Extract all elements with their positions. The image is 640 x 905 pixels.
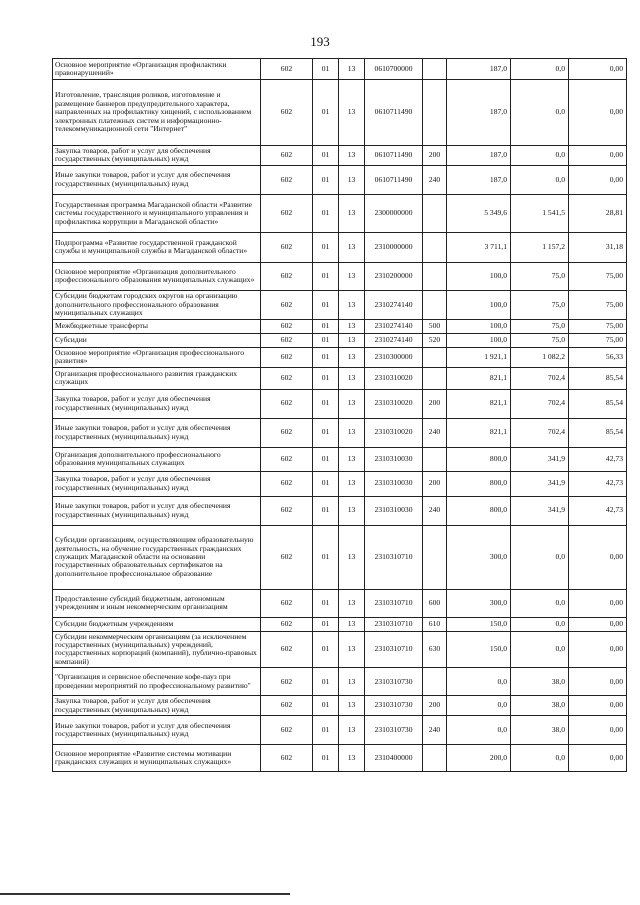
cell-fact: 702,4 bbox=[511, 418, 569, 447]
cell-expense-type bbox=[423, 347, 447, 367]
cell-percent: 42,73 bbox=[569, 471, 627, 496]
cell-plan: 800,0 bbox=[447, 496, 511, 525]
cell-target: 2310274140 bbox=[365, 290, 423, 319]
cell-plan: 150,0 bbox=[447, 617, 511, 631]
cell-percent: 0,00 bbox=[569, 165, 627, 194]
cell-subsection: 13 bbox=[339, 447, 365, 471]
cell-fact: 75,0 bbox=[511, 290, 569, 319]
cell-admin: 602 bbox=[261, 59, 313, 80]
cell-name: Государственная программа Магаданской области «Развитие системы государственного и муниципального управления и профилактика коррупции в Магаданской области» bbox=[53, 194, 261, 232]
cell-plan: 800,0 bbox=[447, 471, 511, 496]
cell-admin: 602 bbox=[261, 447, 313, 471]
cell-fact: 38,0 bbox=[511, 716, 569, 745]
cell-percent: 0,00 bbox=[569, 146, 627, 166]
cell-percent: 0,00 bbox=[569, 80, 627, 146]
cell-fact: 0,0 bbox=[511, 745, 569, 772]
cell-subsection: 13 bbox=[339, 471, 365, 496]
cell-section: 01 bbox=[313, 165, 339, 194]
cell-target: 0610711490 bbox=[365, 165, 423, 194]
cell-admin: 602 bbox=[261, 617, 313, 631]
cell-percent: 42,73 bbox=[569, 447, 627, 471]
cell-expense-type bbox=[423, 525, 447, 589]
table-row bbox=[53, 668, 627, 696]
cell-target: 2310310710 bbox=[365, 631, 423, 668]
cell-subsection: 13 bbox=[339, 668, 365, 696]
bottom-rule bbox=[0, 893, 290, 895]
cell-fact: 702,4 bbox=[511, 367, 569, 389]
cell-plan: 100,0 bbox=[447, 319, 511, 333]
table-row bbox=[53, 367, 627, 389]
cell-expense-type bbox=[423, 367, 447, 389]
table-row bbox=[53, 59, 627, 80]
cell-target: 2310300000 bbox=[365, 347, 423, 367]
cell-target: 2310310030 bbox=[365, 447, 423, 471]
cell-fact: 1 082,2 bbox=[511, 347, 569, 367]
cell-target: 2310310020 bbox=[365, 389, 423, 418]
cell-section: 01 bbox=[313, 447, 339, 471]
cell-expense-type bbox=[423, 59, 447, 80]
cell-section: 01 bbox=[313, 389, 339, 418]
cell-name: Субсидии некоммерческим организациям (за исключением государственных (муниципальных) учреждений, государственных корпораций (компаний), публично-правовых компаний) bbox=[53, 631, 261, 668]
cell-admin: 602 bbox=[261, 389, 313, 418]
cell-expense-type bbox=[423, 80, 447, 146]
cell-subsection: 13 bbox=[339, 232, 365, 262]
cell-fact: 0,0 bbox=[511, 525, 569, 589]
cell-name: Основное мероприятие «Развитие системы мотивации гражданских служащих и муниципальных служащих» bbox=[53, 745, 261, 772]
table-row bbox=[53, 319, 627, 333]
cell-admin: 602 bbox=[261, 745, 313, 772]
table-row bbox=[53, 525, 627, 589]
cell-subsection: 13 bbox=[339, 696, 365, 716]
cell-name: Основное мероприятие «Организация профессионального развития» bbox=[53, 347, 261, 367]
cell-target: 2310310730 bbox=[365, 696, 423, 716]
cell-section: 01 bbox=[313, 696, 339, 716]
cell-target: 0610700000 bbox=[365, 59, 423, 80]
cell-percent: 85,54 bbox=[569, 389, 627, 418]
table-row bbox=[53, 589, 627, 617]
cell-target: 2300000000 bbox=[365, 194, 423, 232]
cell-percent: 75,00 bbox=[569, 290, 627, 319]
cell-section: 01 bbox=[313, 496, 339, 525]
table-row bbox=[53, 418, 627, 447]
cell-expense-type bbox=[423, 290, 447, 319]
cell-target: 2310310020 bbox=[365, 418, 423, 447]
cell-target: 0610711490 bbox=[365, 80, 423, 146]
cell-section: 01 bbox=[313, 716, 339, 745]
cell-subsection: 13 bbox=[339, 194, 365, 232]
table-row bbox=[53, 165, 627, 194]
cell-percent: 0,00 bbox=[569, 716, 627, 745]
cell-expense-type: 240 bbox=[423, 165, 447, 194]
table-row bbox=[53, 333, 627, 347]
cell-fact: 341,9 bbox=[511, 471, 569, 496]
cell-name: Основное мероприятие «Организация профилактики правонарушений» bbox=[53, 59, 261, 80]
cell-percent: 0,00 bbox=[569, 631, 627, 668]
cell-expense-type: 610 bbox=[423, 617, 447, 631]
cell-expense-type: 630 bbox=[423, 631, 447, 668]
cell-name: Субсидии бюджетам городских округов на организацию дополнительного профессионального образования муниципальных служащих bbox=[53, 290, 261, 319]
cell-expense-type bbox=[423, 447, 447, 471]
cell-fact: 0,0 bbox=[511, 617, 569, 631]
cell-admin: 602 bbox=[261, 80, 313, 146]
cell-fact: 0,0 bbox=[511, 59, 569, 80]
cell-section: 01 bbox=[313, 631, 339, 668]
cell-expense-type: 240 bbox=[423, 716, 447, 745]
cell-plan: 300,0 bbox=[447, 589, 511, 617]
table-row bbox=[53, 447, 627, 471]
cell-section: 01 bbox=[313, 333, 339, 347]
cell-plan: 1 921,1 bbox=[447, 347, 511, 367]
cell-fact: 38,0 bbox=[511, 696, 569, 716]
cell-plan: 187,0 bbox=[447, 146, 511, 166]
cell-admin: 602 bbox=[261, 496, 313, 525]
cell-percent: 75,00 bbox=[569, 333, 627, 347]
cell-admin: 602 bbox=[261, 333, 313, 347]
cell-percent: 0,00 bbox=[569, 745, 627, 772]
cell-plan: 187,0 bbox=[447, 165, 511, 194]
cell-percent: 0,00 bbox=[569, 668, 627, 696]
cell-subsection: 13 bbox=[339, 262, 365, 290]
cell-name: Иные закупки товаров, работ и услуг для обеспечения государственных (муниципальных) нужд bbox=[53, 496, 261, 525]
cell-section: 01 bbox=[313, 668, 339, 696]
cell-section: 01 bbox=[313, 59, 339, 80]
cell-name: "Организация и сервисное обеспечение кофе-пауз при проведении мероприятий по профессиональному развитию" bbox=[53, 668, 261, 696]
cell-subsection: 13 bbox=[339, 59, 365, 80]
cell-fact: 0,0 bbox=[511, 589, 569, 617]
cell-plan: 0,0 bbox=[447, 716, 511, 745]
cell-admin: 602 bbox=[261, 232, 313, 262]
cell-subsection: 13 bbox=[339, 333, 365, 347]
cell-percent: 75,00 bbox=[569, 262, 627, 290]
cell-name: Межбюджетные трансферты bbox=[53, 319, 261, 333]
cell-name: Подпрограмма «Развитие государственной гражданской службы и муниципальной службы в Магаданской области» bbox=[53, 232, 261, 262]
cell-section: 01 bbox=[313, 367, 339, 389]
cell-fact: 1 157,2 bbox=[511, 232, 569, 262]
cell-name: Основное мероприятие «Организация дополнительного профессионального образования муниципальных служащих» bbox=[53, 262, 261, 290]
cell-target: 2310310710 bbox=[365, 589, 423, 617]
cell-fact: 0,0 bbox=[511, 80, 569, 146]
cell-section: 01 bbox=[313, 146, 339, 166]
table-body bbox=[53, 59, 627, 772]
cell-expense-type bbox=[423, 262, 447, 290]
cell-subsection: 13 bbox=[339, 80, 365, 146]
cell-admin: 602 bbox=[261, 347, 313, 367]
cell-admin: 602 bbox=[261, 696, 313, 716]
cell-expense-type bbox=[423, 745, 447, 772]
cell-name: Иные закупки товаров, работ и услуг для обеспечения государственных (муниципальных) нужд bbox=[53, 165, 261, 194]
cell-name: Закупка товаров, работ и услуг для обеспечения государственных (муниципальных) нужд bbox=[53, 146, 261, 166]
cell-section: 01 bbox=[313, 589, 339, 617]
cell-subsection: 13 bbox=[339, 290, 365, 319]
cell-expense-type: 520 bbox=[423, 333, 447, 347]
cell-admin: 602 bbox=[261, 367, 313, 389]
cell-name: Организация дополнительного профессионального образования муниципальных служащих bbox=[53, 447, 261, 471]
cell-plan: 821,1 bbox=[447, 389, 511, 418]
cell-expense-type: 240 bbox=[423, 496, 447, 525]
table-row bbox=[53, 262, 627, 290]
cell-admin: 602 bbox=[261, 631, 313, 668]
cell-subsection: 13 bbox=[339, 389, 365, 418]
cell-plan: 300,0 bbox=[447, 525, 511, 589]
cell-plan: 821,1 bbox=[447, 418, 511, 447]
cell-name: Изготовление, трансляция роликов, изготовление и размещение баннеров предупредительного характера, направленных на профилактику хищений, с использованием электронных платежных систем и информационно-телекоммуникационной сети "Интернет" bbox=[53, 80, 261, 146]
cell-admin: 602 bbox=[261, 319, 313, 333]
cell-target: 2310310710 bbox=[365, 617, 423, 631]
cell-plan: 0,0 bbox=[447, 696, 511, 716]
cell-name: Субсидии bbox=[53, 333, 261, 347]
cell-name: Предоставление субсидий бюджетным, автономным учреждениям и иным некоммерческим организациям bbox=[53, 589, 261, 617]
cell-name: Иные закупки товаров, работ и услуг для обеспечения государственных (муниципальных) нужд bbox=[53, 418, 261, 447]
cell-admin: 602 bbox=[261, 290, 313, 319]
cell-admin: 602 bbox=[261, 589, 313, 617]
cell-name: Субсидии организациям, осуществляющим образовательную деятельность, на обучение государственных гражданских служащих Магаданской области на основании государственных образовательных сертификатов на дополнительное профессиональное образование bbox=[53, 525, 261, 589]
cell-subsection: 13 bbox=[339, 496, 365, 525]
cell-section: 01 bbox=[313, 418, 339, 447]
table-row bbox=[53, 471, 627, 496]
cell-target: 2310200000 bbox=[365, 262, 423, 290]
cell-subsection: 13 bbox=[339, 347, 365, 367]
cell-plan: 821,1 bbox=[447, 367, 511, 389]
cell-section: 01 bbox=[313, 80, 339, 146]
cell-name: Закупка товаров, работ и услуг для обеспечения государственных (муниципальных) нужд bbox=[53, 696, 261, 716]
cell-expense-type bbox=[423, 232, 447, 262]
cell-section: 01 bbox=[313, 319, 339, 333]
cell-plan: 5 349,6 bbox=[447, 194, 511, 232]
cell-subsection: 13 bbox=[339, 589, 365, 617]
cell-plan: 100,0 bbox=[447, 333, 511, 347]
cell-fact: 75,0 bbox=[511, 262, 569, 290]
cell-admin: 602 bbox=[261, 716, 313, 745]
cell-name: Закупка товаров, работ и услуг для обеспечения государственных (муниципальных) нужд bbox=[53, 389, 261, 418]
cell-admin: 602 bbox=[261, 668, 313, 696]
cell-expense-type bbox=[423, 194, 447, 232]
cell-target: 2310310730 bbox=[365, 716, 423, 745]
table-row bbox=[53, 347, 627, 367]
table-row bbox=[53, 631, 627, 668]
cell-percent: 85,54 bbox=[569, 418, 627, 447]
cell-subsection: 13 bbox=[339, 631, 365, 668]
cell-admin: 602 bbox=[261, 146, 313, 166]
cell-percent: 85,54 bbox=[569, 367, 627, 389]
cell-subsection: 13 bbox=[339, 525, 365, 589]
cell-admin: 602 bbox=[261, 194, 313, 232]
cell-fact: 0,0 bbox=[511, 631, 569, 668]
cell-percent: 56,33 bbox=[569, 347, 627, 367]
cell-fact: 75,0 bbox=[511, 319, 569, 333]
cell-admin: 602 bbox=[261, 165, 313, 194]
table-row bbox=[53, 290, 627, 319]
cell-target: 2310310030 bbox=[365, 471, 423, 496]
cell-section: 01 bbox=[313, 745, 339, 772]
cell-percent: 75,00 bbox=[569, 319, 627, 333]
cell-admin: 602 bbox=[261, 525, 313, 589]
cell-plan: 800,0 bbox=[447, 447, 511, 471]
cell-expense-type: 500 bbox=[423, 319, 447, 333]
table-row bbox=[53, 496, 627, 525]
cell-target: 2310274140 bbox=[365, 333, 423, 347]
cell-expense-type: 240 bbox=[423, 418, 447, 447]
cell-expense-type: 200 bbox=[423, 471, 447, 496]
cell-percent: 28,81 bbox=[569, 194, 627, 232]
cell-plan: 100,0 bbox=[447, 290, 511, 319]
table-row bbox=[53, 232, 627, 262]
cell-percent: 0,00 bbox=[569, 589, 627, 617]
cell-target: 2310310730 bbox=[365, 668, 423, 696]
cell-plan: 3 711,1 bbox=[447, 232, 511, 262]
cell-name: Иные закупки товаров, работ и услуг для обеспечения государственных (муниципальных) нужд bbox=[53, 716, 261, 745]
cell-expense-type bbox=[423, 668, 447, 696]
cell-name: Закупка товаров, работ и услуг для обеспечения государственных (муниципальных) нужд bbox=[53, 471, 261, 496]
cell-plan: 200,0 bbox=[447, 745, 511, 772]
cell-fact: 0,0 bbox=[511, 146, 569, 166]
cell-section: 01 bbox=[313, 262, 339, 290]
cell-percent: 0,00 bbox=[569, 59, 627, 80]
table-row bbox=[53, 696, 627, 716]
table-row bbox=[53, 745, 627, 772]
cell-admin: 602 bbox=[261, 471, 313, 496]
table-row bbox=[53, 146, 627, 166]
cell-target: 2310274140 bbox=[365, 319, 423, 333]
cell-subsection: 13 bbox=[339, 319, 365, 333]
cell-fact: 75,0 bbox=[511, 333, 569, 347]
cell-fact: 38,0 bbox=[511, 668, 569, 696]
cell-subsection: 13 bbox=[339, 146, 365, 166]
cell-section: 01 bbox=[313, 232, 339, 262]
cell-fact: 0,0 bbox=[511, 165, 569, 194]
cell-expense-type: 200 bbox=[423, 146, 447, 166]
cell-percent: 0,00 bbox=[569, 696, 627, 716]
cell-plan: 150,0 bbox=[447, 631, 511, 668]
cell-percent: 0,00 bbox=[569, 617, 627, 631]
cell-section: 01 bbox=[313, 194, 339, 232]
cell-expense-type: 600 bbox=[423, 589, 447, 617]
cell-plan: 187,0 bbox=[447, 59, 511, 80]
cell-fact: 702,4 bbox=[511, 389, 569, 418]
cell-percent: 31,18 bbox=[569, 232, 627, 262]
table-row bbox=[53, 389, 627, 418]
cell-admin: 602 bbox=[261, 418, 313, 447]
cell-subsection: 13 bbox=[339, 165, 365, 194]
cell-section: 01 bbox=[313, 471, 339, 496]
cell-target: 2310310710 bbox=[365, 525, 423, 589]
cell-section: 01 bbox=[313, 617, 339, 631]
cell-target: 2310310020 bbox=[365, 367, 423, 389]
cell-expense-type: 200 bbox=[423, 389, 447, 418]
table-row bbox=[53, 716, 627, 745]
cell-subsection: 13 bbox=[339, 367, 365, 389]
cell-subsection: 13 bbox=[339, 716, 365, 745]
cell-fact: 341,9 bbox=[511, 447, 569, 471]
table-row bbox=[53, 194, 627, 232]
cell-percent: 42,73 bbox=[569, 496, 627, 525]
cell-target: 2310400000 bbox=[365, 745, 423, 772]
cell-fact: 341,9 bbox=[511, 496, 569, 525]
cell-subsection: 13 bbox=[339, 617, 365, 631]
cell-name: Организация профессионального развития гражданских служащих bbox=[53, 367, 261, 389]
cell-subsection: 13 bbox=[339, 745, 365, 772]
cell-section: 01 bbox=[313, 525, 339, 589]
cell-plan: 187,0 bbox=[447, 80, 511, 146]
cell-plan: 100,0 bbox=[447, 262, 511, 290]
cell-subsection: 13 bbox=[339, 418, 365, 447]
page-number: 193 bbox=[310, 34, 330, 49]
cell-percent: 0,00 bbox=[569, 525, 627, 589]
table-row bbox=[53, 80, 627, 146]
cell-admin: 602 bbox=[261, 262, 313, 290]
budget-table bbox=[52, 58, 627, 772]
cell-target: 0610711490 bbox=[365, 146, 423, 166]
cell-section: 01 bbox=[313, 347, 339, 367]
cell-target: 2310310030 bbox=[365, 496, 423, 525]
cell-fact: 1 541,5 bbox=[511, 194, 569, 232]
cell-expense-type: 200 bbox=[423, 696, 447, 716]
cell-section: 01 bbox=[313, 290, 339, 319]
cell-target: 2310000000 bbox=[365, 232, 423, 262]
cell-name: Субсидии бюджетным учреждениям bbox=[53, 617, 261, 631]
cell-plan: 0,0 bbox=[447, 668, 511, 696]
table-row bbox=[53, 617, 627, 631]
